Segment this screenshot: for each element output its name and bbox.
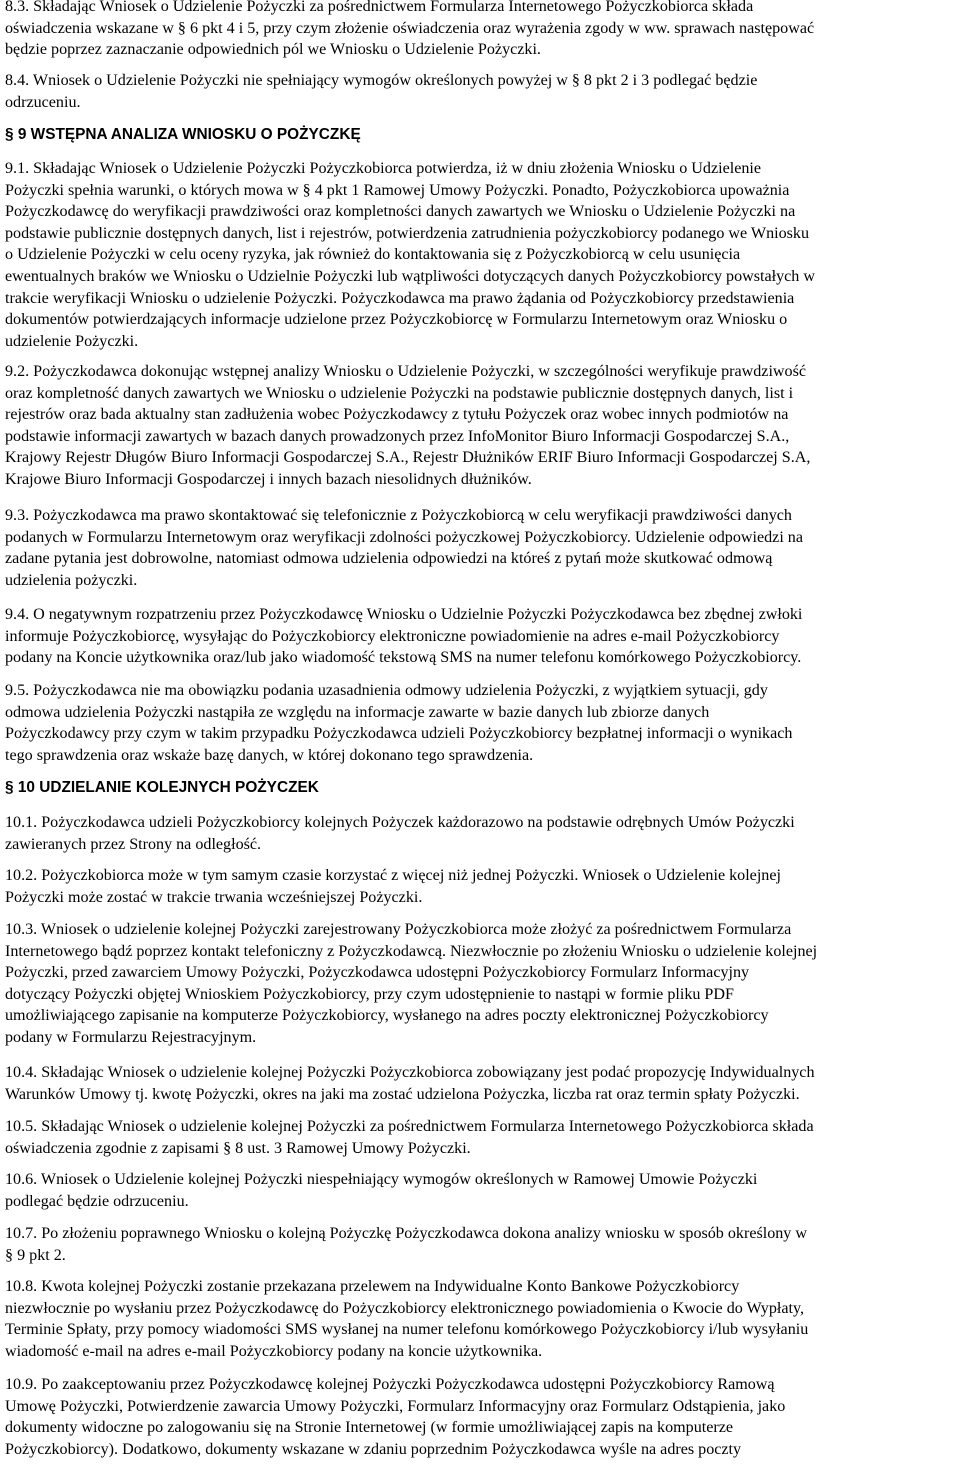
text-line: 10.4. Składając Wniosek o udzielenie kolejnej Pożyczki Pożyczkobiorca zobowiązany jest podać propozycję Indywidualnych (5, 1064, 815, 1081)
text-line: wiadomość e-mail na adres e-mail Pożyczkobiorcy podany na koncie użytkownika. (5, 1342, 543, 1360)
text-line: oraz kompletność danych zawartych we Wniosku o udzielenie Pożyczki na podstawie publicznie dostępnych danych, list i (5, 384, 794, 402)
paragraph-9-3 (5, 505, 955, 591)
text-line: umożliwiającego zapisanie na komputerze Pożyczkobiorcy, wysłanego na adres poczty elektronicznej Pożyczkobiorcy (5, 1007, 769, 1025)
section-10-heading: § 10 UDZIELANIE KOLEJNYCH POŻYCZEK (5, 779, 319, 796)
text-line: Pożyczkodawcę do weryfikacji prawdziwości oraz kompletności danych zawartych we Wniosku o Udzielenie Pożyczki na (5, 203, 796, 221)
text-line: 9.5. Pożyczkodawca nie ma obowiązku podania uzasadnienia odmowy udzielenia Pożyczki, z wyjątkiem sytuacji, gdy (5, 682, 768, 699)
text-line: rejestrów oraz bada aktualny stan zadłużenia wobec Pożyczkodawcy z tytułu Pożyczek oraz wobec innych podmiotów na (5, 406, 789, 424)
text-line: Umowę Pożyczki, Potwierdzenie zawarcia Umowy Pożyczki, Formularz Informacyjny oraz Formularz Odstąpienia, jako (5, 1397, 786, 1415)
text-line: Pożyczkodawcy przy czym w takim przypadku Pożyczkodawca udzieli Pożyczkobiorcy bezpłatnej informacji o wynikach (5, 725, 793, 743)
text-line: 9.4. O negatywnym rozpatrzeniu przez Pożyczkodawcę Wniosku o Udzielnie Pożyczki Pożyczkodawca bez zbędnej zwłoki (5, 606, 803, 623)
text-line: dokumenty widoczne po zalogowaniu się na Stronie Internetowej (w formie umożliwiającej zapis na komputerze (5, 1419, 733, 1437)
text-line: podany w Formularzu Rejestracyjnym. (5, 1028, 257, 1046)
paragraph-10-8 (5, 1276, 955, 1362)
text-line: 10.6. Wniosek o Udzielenie kolejnej Pożyczki niespełniający wymogów określonych w Ramowej Umowie Pożyczki (5, 1171, 758, 1188)
text-line: będzie poprzez zaznaczanie odpowiednich pól we Wniosku o Udzielenie Pożyczki. (5, 41, 541, 59)
text-line: podstawie publicznie dostępnych danych, list i rejestrów, potwierdzenia zatrudnienia pożyczkobiorcy podanego we Wniosku (5, 224, 809, 242)
text-line: § 9 pkt 2. (5, 1246, 66, 1264)
paragraph-10-1 (5, 812, 955, 855)
paragraph-9-1 (5, 158, 955, 352)
paragraph-8-3 (5, 0, 955, 61)
text-line: Pożyczki, przed zawarciem Umowy Pożyczki, Pożyczkodawca udostępni Pożyczkobiorcy Formularz Informacyjny (5, 964, 750, 982)
text-line: niezwłocznie po wysłaniu przez Pożyczkodawcę do Pożyczkobiorcy elektronicznego powiadomienia o Kwocie do Wypłaty, (5, 1299, 804, 1317)
text-line: 10.3. Wniosek o udzielenie kolejnej Pożyczki zarejestrowany Pożyczkobiorca może złożyć za pośrednictwem Formularza (5, 921, 792, 938)
paragraph-10-4 (5, 1062, 955, 1105)
paragraph-10-7 (5, 1223, 955, 1266)
paragraph-9-4 (5, 604, 955, 669)
text-line: odrzuceniu. (5, 93, 81, 111)
paragraph-9-5 (5, 680, 955, 766)
text-line: 8.3. Składając Wniosek o Udzielenie Pożyczki za pośrednictwem Formularza Internetowego Pożyczkobiorca składa (5, 0, 754, 15)
paragraph-10-5 (5, 1116, 955, 1159)
text-line: podstawie informacji zawartych w bazach danych prowadzonych przez InfoMonitor Biuro Informacji Gospodarczej S.A., (5, 427, 790, 445)
text-line: 10.8. Kwota kolejnej Pożyczki zostanie przekazana przelewem na Indywidualne Konto Bankowe Pożyczkobiorcy (5, 1278, 740, 1295)
text-line: oświadczenia wskazane w § 6 pkt 4 i 5, przy czym złożenie oświadczenia oraz wyrażenia zgody w ww. sprawach następować (5, 19, 815, 37)
text-line: dotyczący Pożyczki objętej Wnioskiem Pożyczkobiorcy, przy czym udostępnienie to nastąpi w formie pliku PDF (5, 985, 734, 1003)
text-line: Internetowego bądź poprzez kontakt telefoniczny z Pożyczkodawcą. Niezwłocznie po złożeniu Wniosku o udzielenie kolejnej (5, 942, 818, 960)
text-line: ewentualnych braków we Wniosku o Udzielnie Pożyczki lub wątpliwości dotyczących danych Pożyczkobiorcy powstałych w (5, 267, 815, 285)
text-line: zawieranych przez Strony na odległość. (5, 835, 262, 853)
paragraph-8-4 (5, 70, 955, 113)
text-line: 9.3. Pożyczkodawca ma prawo skontaktować się telefonicznie z Pożyczkobiorcą w celu weryfikacji prawdziwości danych (5, 507, 792, 524)
section-9-heading: § 9 WSTĘPNA ANALIZA WNIOSKU O POŻYCZKĘ (5, 126, 361, 143)
paragraph-9-2 (5, 361, 955, 491)
text-line: podlegać będzie odrzuceniu. (5, 1192, 189, 1210)
paragraph-10-6 (5, 1169, 955, 1212)
text-line: Pożyczki spełnia warunki, o których mowa w § 4 pkt 1 Ramowej Umowy Pożyczki. Ponadto, Pożyczkobiorca upoważnia (5, 181, 790, 199)
text-line: oświadczenia zgodnie z zapisami § 8 ust. 3 Ramowej Umowy Pożyczki. (5, 1139, 471, 1157)
text-line: 9.1. Składając Wniosek o Udzielenie Pożyczki Pożyczkobiorca potwierdza, iż w dniu złożenia Wniosku o Udzielenie (5, 160, 762, 177)
text-line: odmowa udzielenia Pożyczki nastąpiła ze względu na informacje zawarte w bazie danych lub zbiorze danych (5, 703, 710, 721)
text-line: 10.7. Po złożeniu poprawnego Wniosku o kolejną Pożyczkę Pożyczkodawca dokona analizy wniosku w sposób określony w (5, 1225, 807, 1242)
paragraph-10-9 (5, 1374, 955, 1460)
text-line: udzielenie Pożyczki. (5, 332, 139, 350)
text-line: 10.1. Pożyczkodawca udzieli Pożyczkobiorcy kolejnych Pożyczek każdorazowo na podstawie odrębnych Umów Pożyczki (5, 814, 795, 831)
text-line: zadane pytania jest dobrowolne, natomiast odmowa udzielenia odpowiedzi na któreś z pytań może skutkować odmową (5, 550, 773, 568)
text-line: Warunków Umowy tj. kwotę Pożyczki, okres na jaki ma zostać udzielona Pożyczka, liczba rat oraz termin spłaty Pożyczki. (5, 1085, 800, 1103)
text-line: dokumentów potwierdzających informacje udzielone przez Pożyczkobiorcę w Formularzu Internetowym oraz Wniosku o (5, 311, 788, 329)
text-line: Pożyczkobiorcy). Dodatkowo, dokumenty wskazane w zdaniu poprzednim Pożyczkodawca wyśle na adres poczty (5, 1440, 742, 1458)
text-line: trakcie weryfikacji Wniosku o udzielenie Pożyczki. Pożyczkodawca ma prawo żądania od Pożyczkobiorcy przedstawienia (5, 289, 795, 307)
text-line: 10.2. Pożyczkobiorca może w tym samym czasie korzystać z więcej niż jednej Pożyczki. Wniosek o Udzielenie kolejnej (5, 867, 781, 884)
text-line: Krajowy Rejestr Długów Biuro Informacji Gospodarczej S.A., Rejestr Dłużników ERIF Biuro Informacji Gospodarczej S.A, (5, 449, 811, 467)
text-line: podany na Koncie użytkownika oraz/lub jako wiadomość tekstową SMS na numer telefonu komórkowego Pożyczkobiorcy. (5, 649, 802, 667)
text-line: informuje Pożyczkobiorcę, wysyłając do Pożyczkobiorcy elektroniczne powiadomienie na adres e-mail Pożyczkobiorcy (5, 627, 780, 645)
paragraph-10-3 (5, 919, 955, 1049)
paragraph-10-2 (5, 865, 955, 908)
text-line: podanych w Formularzu Internetowym oraz weryfikacji zdolności pożyczkowej Pożyczkobiorcy. Udzielenie odpowiedzi na (5, 528, 803, 546)
text-line: 8.4. Wniosek o Udzielenie Pożyczki nie spełniający wymogów określonych powyżej w § 8 pkt 2 i 3 podlegać będzie (5, 72, 758, 89)
text-line: o Udzielenie Pożyczki w celu oceny ryzyka, jak również do kontaktowania się z Pożyczkobiorcą w celu usunięcia (5, 246, 741, 264)
text-line: 10.5. Składając Wniosek o udzielenie kolejnej Pożyczki za pośrednictwem Formularza Internetowego Pożyczkobiorca składa (5, 1118, 814, 1135)
text-line: 9.2. Pożyczkodawca dokonując wstępnej analizy Wniosku o Udzielenie Pożyczki, w szczególności weryfikuje prawdziwość (5, 363, 807, 380)
text-line: udzielenia pożyczki. (5, 571, 138, 589)
text-line: Terminie Spłaty, przy pomocy wiadomości SMS wysłanej na numer telefonu komórkowego Pożyczkobiorcy i/lub wysyłaniu (5, 1321, 809, 1339)
text-line: tego sprawdzenia oraz wskaże bazę danych, w której dokonano tego sprawdzenia. (5, 746, 534, 764)
text-line: Krajowe Biuro Informacji Gospodarczej i innych bazach niesolidnych dłużników. (5, 470, 532, 488)
text-line: 10.9. Po zaakceptowaniu przez Pożyczkodawcę kolejnej Pożyczki Pożyczkodawca udostępni Pożyczkobiorcy Ramową (5, 1376, 775, 1393)
text-line: Pożyczki może zostać w trakcie trwania wcześniejszej Pożyczki. (5, 888, 423, 906)
